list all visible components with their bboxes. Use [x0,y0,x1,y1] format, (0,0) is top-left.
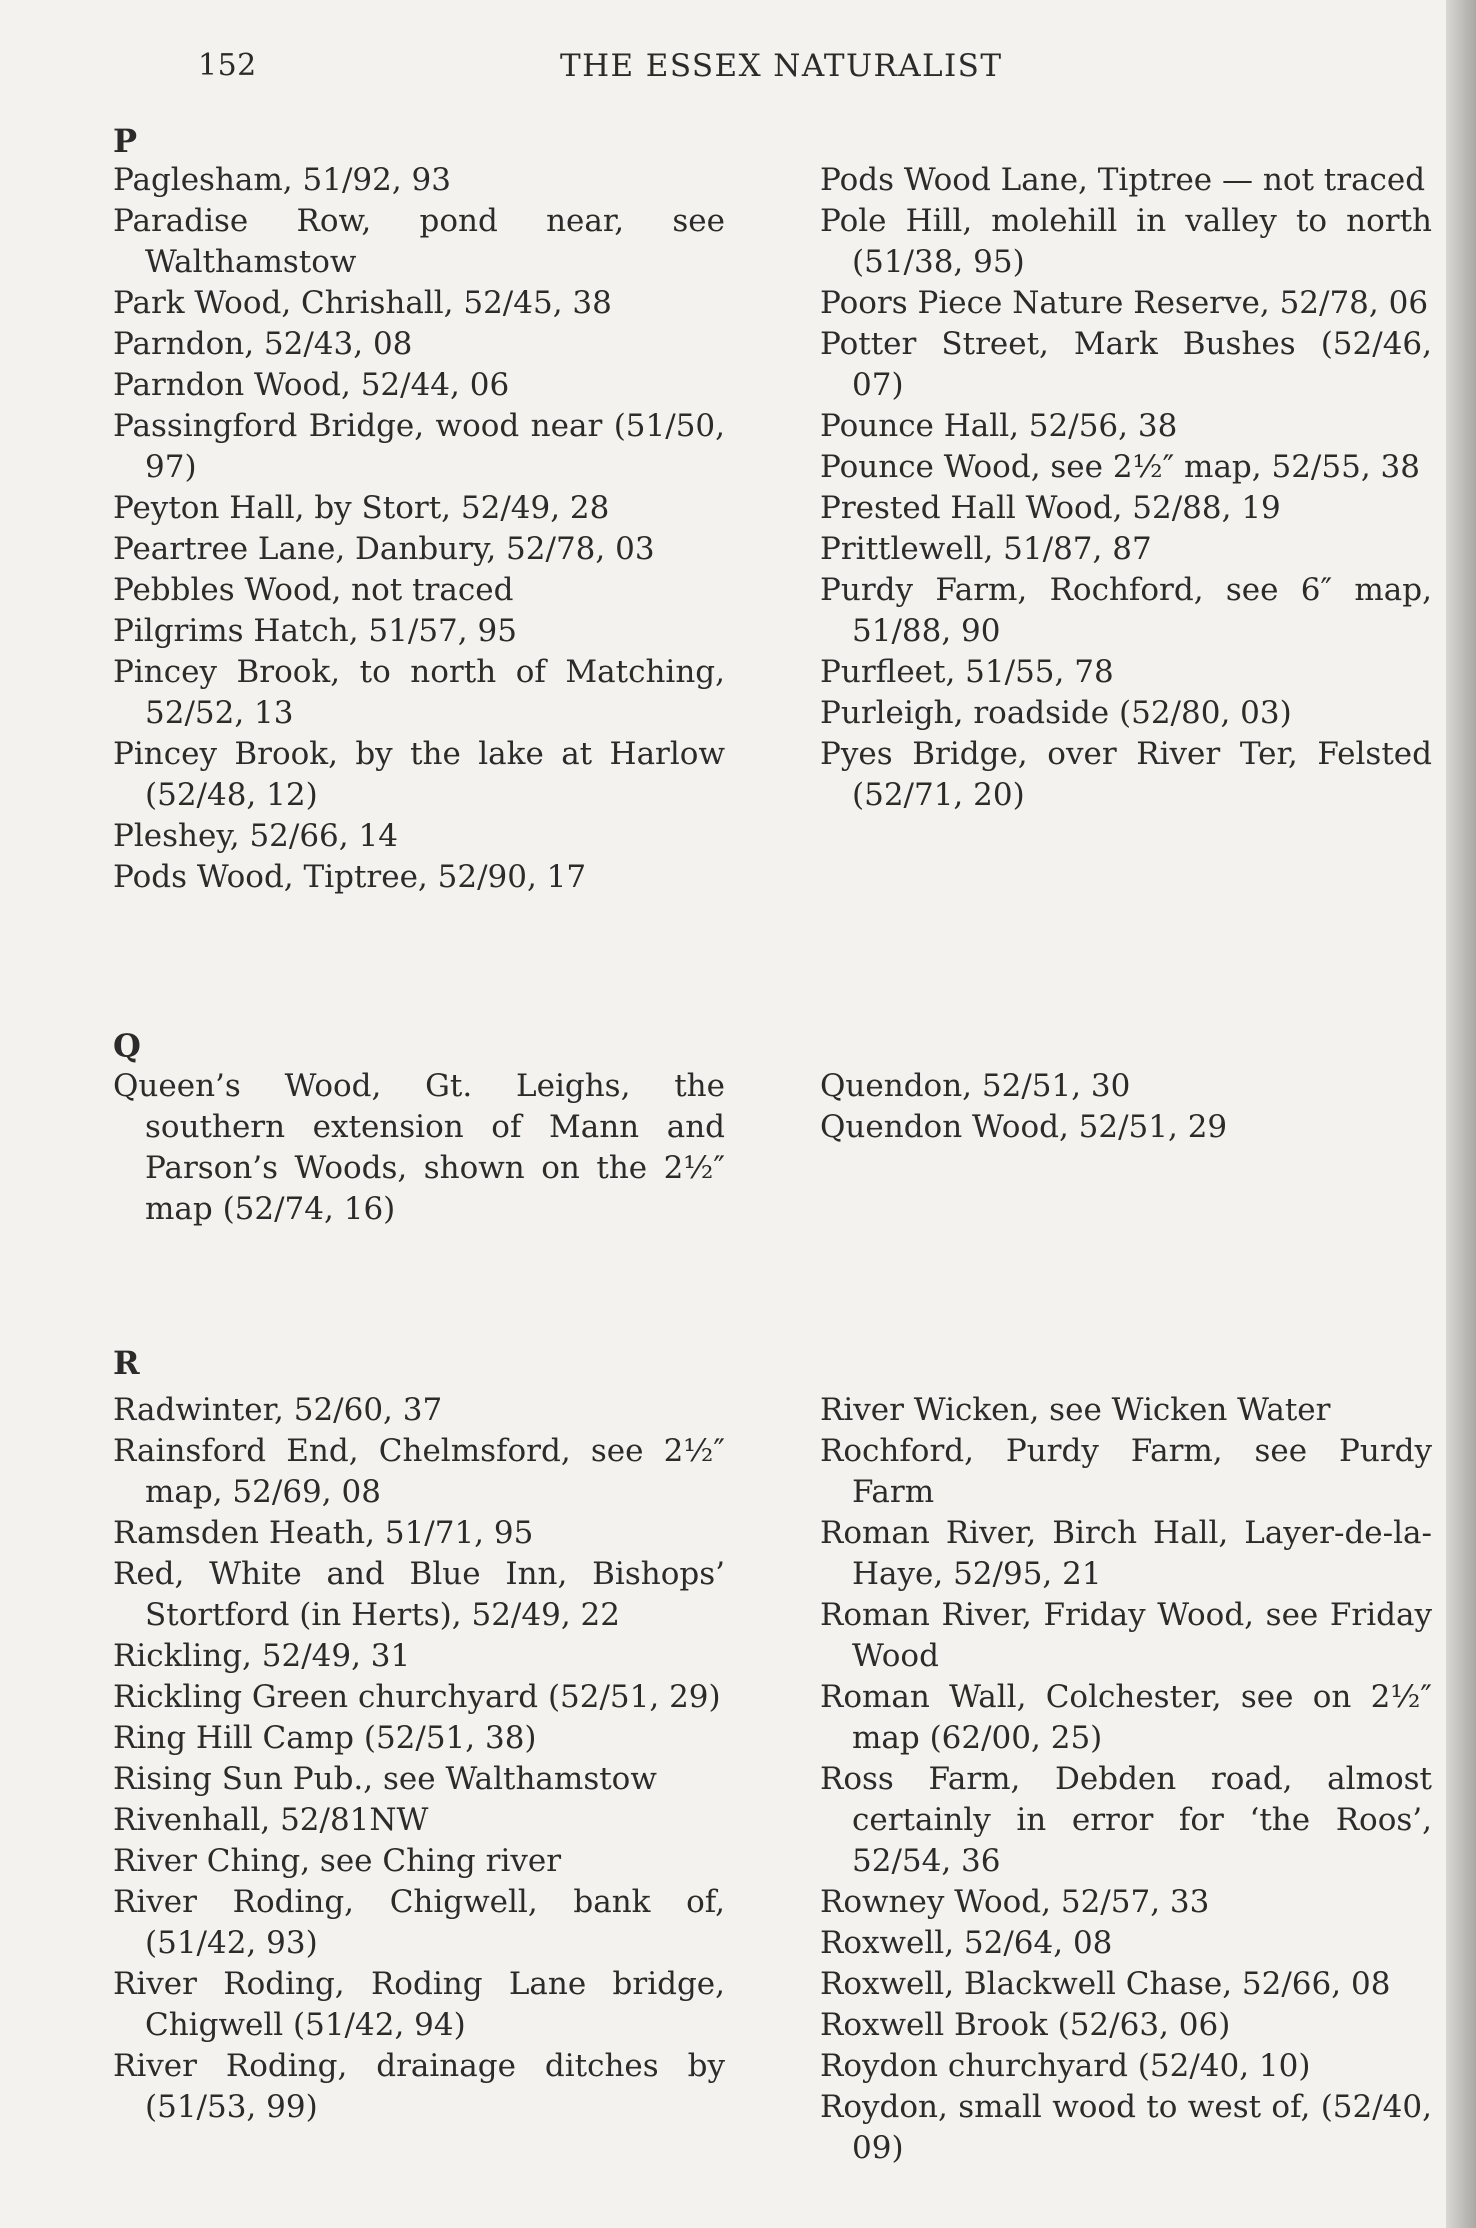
index-entry: Roman River, Friday Wood, see Friday Wood [820,1597,1432,1674]
index-entry: Roydon, small wood to west of, (52/40, 09) [820,2089,1432,2166]
index-entry: Pleshey, 52/66, 14 [113,818,398,854]
section-p-left-column [113,160,725,898]
index-entry: Roman River, Birch Hall, Layer-de-la-Haye, 52/95, 21 [820,1515,1432,1592]
page-number: 152 [198,48,257,83]
index-entry: Radwinter, 52/60, 37 [113,1392,443,1428]
section-r-right-column [820,1390,1432,2169]
index-entry: Pincey Brook, by the lake at Harlow (52/48, 12) [113,736,725,813]
index-entry: Parndon, 52/43, 08 [113,326,413,362]
section-q-left-column [113,1066,725,1230]
index-entry: Roydon churchyard (52/40, 10) [820,2048,1311,2084]
index-entry: Purfleet, 51/55, 78 [820,654,1114,690]
index-entry: Quendon, 52/51, 30 [820,1068,1131,1104]
index-entry: Rickling Green churchyard (52/51, 29) [113,1679,721,1715]
index-entry: Rickling, 52/49, 31 [113,1638,411,1674]
page-edge-shadow [1446,0,1476,2228]
journal-title: THE ESSEX NATURALIST [560,48,1003,84]
index-entry: Purleigh, roadside (52/80, 03) [820,695,1292,731]
index-entry: Potter Street, Mark Bushes (52/46, 07) [820,326,1432,403]
index-entry: Rainsford End, Chelmsford, see 2½″ map, 52/69, 08 [113,1433,725,1510]
index-entry: Roxwell, 52/64, 08 [820,1925,1113,1961]
index-entry: Pole Hill, molehill in valley to north (51/38, 95) [820,203,1432,280]
index-entry: Park Wood, Chrishall, 52/45, 38 [113,285,612,321]
index-entry: Rochford, Purdy Farm, see Purdy Farm [820,1433,1432,1510]
index-entry: River Roding, Roding Lane bridge, Chigwell (51/42, 94) [113,1966,725,2043]
section-letter-q: Q [113,1027,141,1065]
index-entry: Pincey Brook, to north of Matching, 52/52, 13 [113,654,725,731]
index-entry: Pilgrims Hatch, 51/57, 95 [113,613,517,649]
index-entry: Pods Wood, Tiptree, 52/90, 17 [113,859,587,895]
index-entry: Purdy Farm, Rochford, see 6″ map, 51/88, 90 [820,572,1432,649]
index-entry: Paglesham, 51/92, 93 [113,162,452,198]
index-entry: Prested Hall Wood, 52/88, 19 [820,490,1281,526]
index-entry: River Wicken, see Wicken Water [820,1392,1331,1428]
index-entry: Roxwell, Blackwell Chase, 52/66, 08 [820,1966,1391,2002]
index-entry: Quendon Wood, 52/51, 29 [820,1109,1228,1145]
index-entry: Pods Wood Lane, Tiptree — not traced [820,162,1426,198]
index-entry: Ramsden Heath, 51/71, 95 [113,1515,534,1551]
section-letter-p: P [113,122,138,160]
index-entry: Pebbles Wood, not traced [113,572,514,608]
index-entry: Prittlewell, 51/87, 87 [820,531,1152,567]
index-entry: Pounce Wood, see 2½″ map, 52/55, 38 [820,449,1420,485]
index-entry: Peartree Lane, Danbury, 52/78, 03 [113,531,655,567]
section-letter-r: R [113,1344,140,1382]
index-entry: Ross Farm, Debden road, almost certainly in error for ‘the Roos’, 52/54, 36 [820,1761,1432,1879]
page-header [0,48,1476,88]
index-entry: River Roding, drainage ditches by (51/53, 99) [113,2048,725,2125]
index-entry: Roman Wall, Colchester, see on 2½″ map (62/00, 25) [820,1679,1432,1756]
index-entry: Ring Hill Camp (52/51, 38) [113,1720,537,1756]
index-entry: River Ching, see Ching river [113,1843,562,1879]
index-entry: Peyton Hall, by Stort, 52/49, 28 [113,490,610,526]
index-entry: River Roding, Chigwell, bank of, (51/42, 93) [113,1884,725,1961]
index-entry: Red, White and Blue Inn, Bishops’ Stortford (in Herts), 52/49, 22 [113,1556,725,1633]
section-q-right-column [820,1066,1432,1148]
index-entry: Roxwell Brook (52/63, 06) [820,2007,1231,2043]
index-entry: Rowney Wood, 52/57, 33 [820,1884,1210,1920]
section-p-right-column [820,160,1432,816]
section-r-left-column [113,1390,725,2128]
index-entry: Paradise Row, pond near, see Walthamstow [113,203,725,280]
index-entry: Pyes Bridge, over River Ter, Felsted (52/71, 20) [820,736,1432,813]
index-entry: Rising Sun Pub., see Walthamstow [113,1761,657,1797]
index-entry: Queen’s Wood, Gt. Leighs, the southern extension of Mann and Parson’s Woods, shown on the 2½″ map (52/74, 16) [113,1068,725,1227]
index-entry: Pounce Hall, 52/56, 38 [820,408,1178,444]
index-entry: Passingford Bridge, wood near (51/50, 97) [113,408,725,485]
index-entry: Parndon Wood, 52/44, 06 [113,367,510,403]
index-entry: Poors Piece Nature Reserve, 52/78, 06 [820,285,1429,321]
index-entry: Rivenhall, 52/81NW [113,1802,429,1838]
